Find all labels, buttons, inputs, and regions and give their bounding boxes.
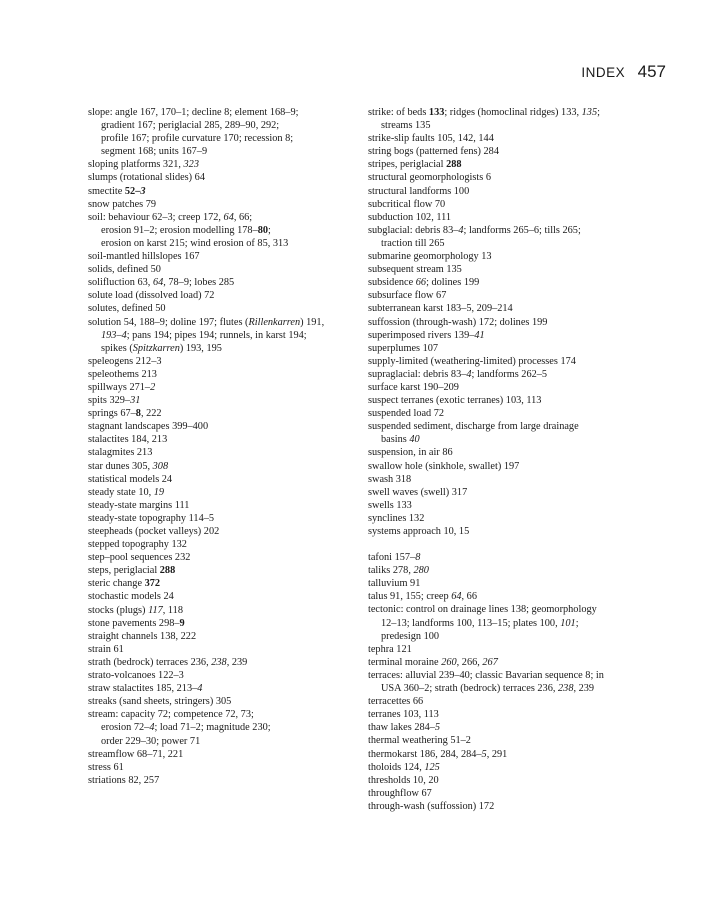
index-entry: straw stalactites 185, 213–4 [88, 683, 203, 695]
index-entry: suspended load 72 [368, 408, 445, 420]
index-entry: slumps (rotational slides) 64 [88, 172, 205, 184]
index-entry: suspended sediment, discharge from large drainage basins 40 [368, 421, 579, 446]
index-column-right [368, 106, 668, 813]
index-entry: supply-limited (weathering-limited) processes 174 [368, 355, 576, 367]
index-entry: tephra 121 [368, 643, 412, 655]
index-entry: strath (bedrock) terraces 236, 238, 239 [88, 656, 248, 668]
index-entry: stepped topography 132 [88, 539, 187, 551]
index-entry: suspension, in air 86 [368, 447, 453, 459]
index-entry: terminal moraine 260, 266, 267 [368, 656, 498, 668]
index-entry: surface karst 190–209 [368, 381, 459, 393]
index-entry: systems approach 10, 15 [368, 526, 470, 537]
index-entry: thresholds 10, 20 [368, 774, 439, 786]
index-entry: throughflow 67 [368, 787, 432, 799]
index-entry: superplumes 107 [368, 342, 439, 354]
index-entry: smectite 52–3 [88, 185, 146, 197]
index-entry: synclines 132 [368, 512, 425, 524]
running-header [581, 62, 666, 82]
index-entry: subsurface flow 67 [368, 290, 447, 302]
header-label: INDEX [581, 65, 626, 80]
index-entry: supraglacial: debris 83–4; landforms 262–5 [368, 368, 548, 380]
index-entry: steady-state margins 111 [88, 499, 190, 511]
index-entry: solids, defined 50 [88, 264, 161, 276]
index-entry: structural geomorphologists 6 [368, 172, 491, 184]
index-entry: steepheads (pocket valleys) 202 [88, 526, 220, 537]
index-entry: subduction 102, 111 [368, 211, 452, 223]
index-entry: swell waves (swell) 317 [368, 486, 468, 498]
index-entry: submarine geomorphology 13 [368, 251, 492, 263]
index-entry: stone pavements 298–9 [88, 617, 185, 629]
index-entry: solifluction 63, 64, 78–9; lobes 285 [88, 277, 235, 289]
index-entry: spits 329–31 [88, 395, 141, 407]
index-entry: subcritical flow 70 [368, 198, 446, 210]
index-entry: streaks (sand sheets, stringers) 305 [88, 696, 232, 708]
index-entry: swallow hole (sinkhole, swallet) 197 [368, 460, 520, 472]
index-entry: speleothems 213 [88, 368, 157, 380]
index-entry: streamflow 68–71, 221 [88, 748, 184, 760]
index-entry: stocks (plugs) 117, 118 [88, 604, 183, 616]
index-entry: swells 133 [368, 499, 412, 511]
index-entry: structural landforms 100 [368, 185, 470, 197]
index-entry: stochastic models 24 [88, 591, 174, 603]
index-entry: subterranean karst 183–5, 209–214 [368, 303, 513, 315]
index-entry: swash 318 [368, 473, 412, 485]
index-entry: suffossion (through-wash) 172; dolines 199 [368, 316, 548, 328]
index-entry: steady state 10, 19 [88, 486, 165, 498]
index-column-left [88, 106, 350, 787]
index-entry: stress 61 [88, 761, 124, 773]
index-entry: snow patches 79 [88, 198, 157, 210]
index-entry: talluvium 91 [368, 578, 421, 590]
index-entry: strike: of beds 133; ridges (homoclinal ridges) 133, 135; streams 135 [368, 107, 600, 132]
index-entry: suspect terranes (exotic terranes) 103, 113 [368, 395, 542, 407]
index-entry: stalactites 184, 213 [88, 434, 168, 446]
index-entry: tectonic: control on drainage lines 138; geomorphology 12–13; landforms 100, 113–15; plates 100, 101; predesign 100 [368, 604, 597, 642]
index-entry: tafoni 157–8 [368, 552, 421, 564]
index-entry: through-wash (suffossion) 172 [368, 800, 495, 812]
index-entry: solution 54, 188–9; doline 197; flutes (Rillenkarren) 191, 193–4; pans 194; pipes 194; runnels, in karst 194; spikes (Spitzkarren) 193, 195 [88, 316, 325, 354]
index-entry: string bogs (patterned fens) 284 [368, 146, 499, 158]
index-entry: speleogens 212–3 [88, 355, 162, 367]
index-entry: subglacial: debris 83–4; landforms 265–6; tills 265; traction till 265 [368, 224, 581, 249]
index-entry: thaw lakes 284–5 [368, 722, 441, 734]
index-entry: tholoids 124, 125 [368, 761, 440, 773]
index-entry: taliks 278, 280 [368, 565, 429, 577]
index-entry: striations 82, 257 [88, 774, 160, 786]
index-entry: stalagmites 213 [88, 447, 153, 459]
index-entry: talus 91, 155; creep 64, 66 [368, 591, 477, 603]
index-entry: strain 61 [88, 643, 124, 655]
page-number: 457 [637, 62, 666, 81]
index-entry: stripes, periglacial 288 [368, 159, 462, 171]
index-entry: thermokarst 186, 284, 284–5, 291 [368, 748, 508, 760]
index-entry: stream: capacity 72; competence 72, 73; erosion 72–4; load 71–2; magnitude 230; order 229–30; power 71 [88, 709, 271, 747]
index-entry: straight channels 138, 222 [88, 630, 197, 642]
index-entry: star dunes 305, 308 [88, 460, 169, 472]
index-entry: superimposed rivers 139–41 [368, 329, 485, 341]
index-entry: steric change 372 [88, 578, 161, 590]
index-entry: subsidence 66; dolines 199 [368, 277, 480, 289]
index-entry: stagnant landscapes 399–400 [88, 421, 209, 433]
index-entry: statistical models 24 [88, 473, 173, 485]
index-entry: springs 67–8, 222 [88, 408, 162, 420]
index-entry: spillways 271–2 [88, 381, 156, 393]
index-entry: terraces: alluvial 239–40; classic Bavarian sequence 8; in USA 360–2; strath (bedrock) terraces 236, 238, 239 [368, 669, 604, 695]
index-entry: steady-state topography 114–5 [88, 512, 215, 524]
index-entry: steps, periglacial 288 [88, 565, 176, 577]
index-entry: soil: behaviour 62–3; creep 172, 64, 66; erosion 91–2; erosion modelling 178–80; erosion on karst 215; wind erosion of 85, 313 [88, 211, 289, 249]
index-entry: step–pool sequences 232 [88, 552, 191, 564]
index-entry: strike-slip faults 105, 142, 144 [368, 133, 494, 145]
index-entry: subsequent stream 135 [368, 264, 462, 276]
index-entry: soil-mantled hillslopes 167 [88, 251, 200, 263]
index-entry: solute load (dissolved load) 72 [88, 290, 215, 302]
index-entry: slope: angle 167, 170–1; decline 8; element 168–9; gradient 167; periglacial 285, 289–90, 292; profile 167; profile curvature 170; recession 8; segment 168; units 167–9 [88, 107, 299, 158]
index-entry: sloping platforms 321, 323 [88, 159, 199, 171]
index-entry: terracettes 66 [368, 696, 424, 708]
index-entry: terranes 103, 113 [368, 709, 439, 721]
index-entry: strato-volcanoes 122–3 [88, 670, 184, 682]
index-entry: thermal weathering 51–2 [368, 735, 471, 747]
index-entry: solutes, defined 50 [88, 303, 166, 315]
